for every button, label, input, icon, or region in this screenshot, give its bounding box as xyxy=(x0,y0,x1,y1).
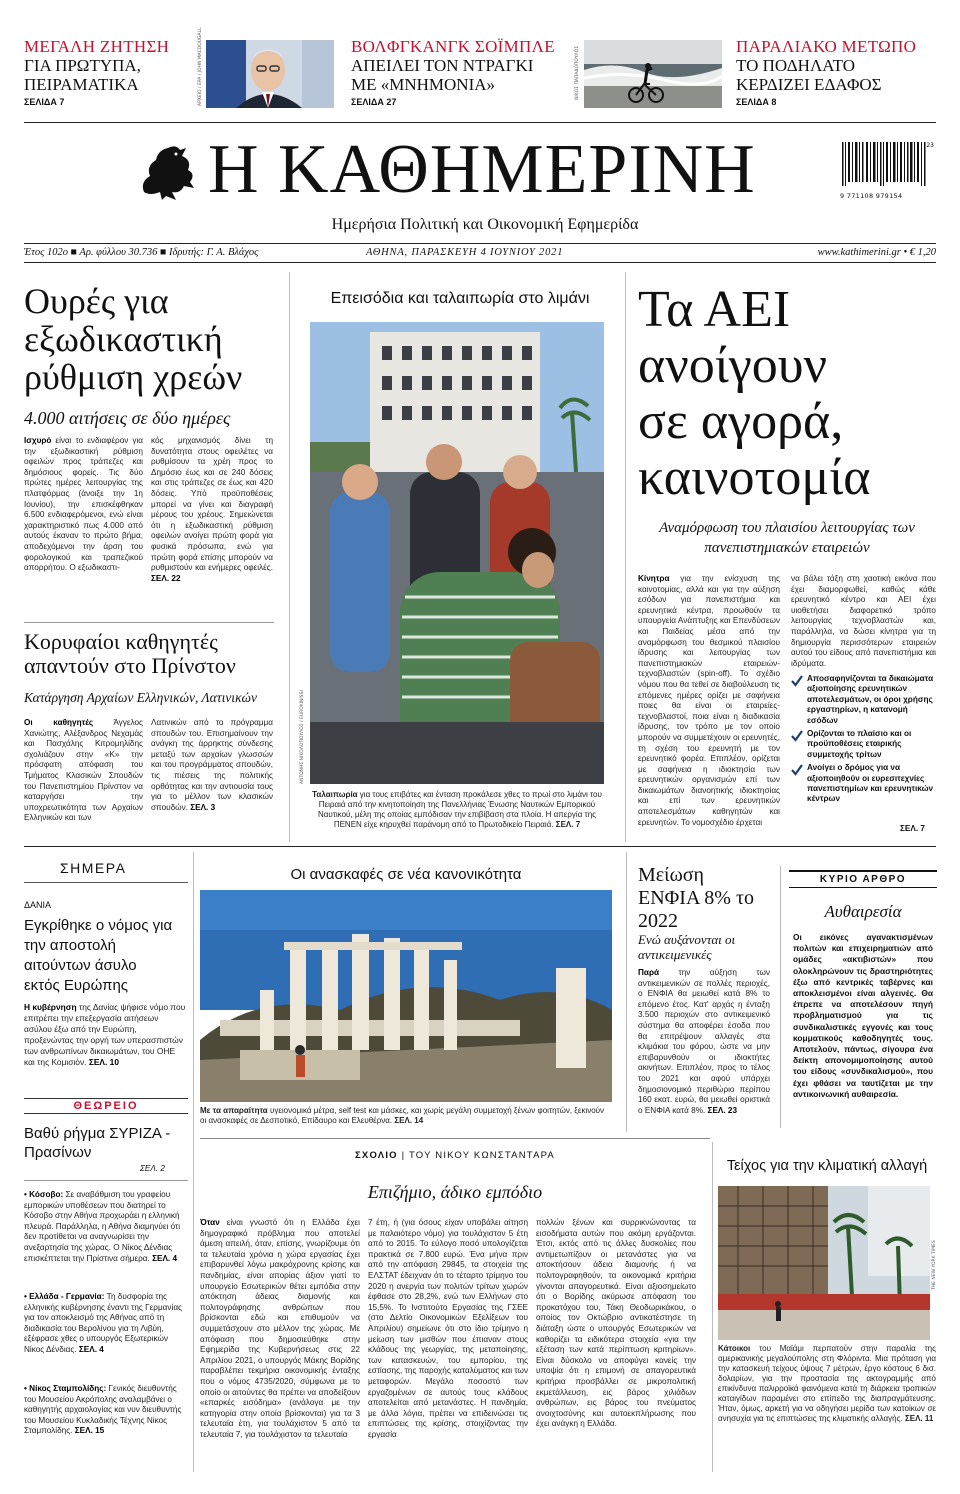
caption-text: υγειονομικά μέτρα, self test και μάσκες, και χωρίς μεγάλη συμμετοχή ξένων φοιτητών, ξεκινούν οι ανασκαφές σε Δεσποτικό, Επίδαυρο και Ελευθέρνα. xyxy=(200,1106,605,1125)
comment-body-col2 xyxy=(368,1218,528,1440)
issue-date: ΑΘΗΝΑ, ΠΑΡΑΣΚΕΥΗ 4 ΙΟΥΝΙΟΥ 2021 xyxy=(366,247,564,258)
bullet-item xyxy=(791,763,936,805)
theorio-headline[interactable]: Βαθύ ρήγμα ΣΥΡΙΖΑ - Πρασίνων xyxy=(24,1125,171,1161)
photo-credit: ΑΡΧΕΙΟ / EPA / JOHN MACDOUGALL xyxy=(198,27,203,106)
bullet-item xyxy=(791,674,936,726)
lead-word: Ταλαιπωρία xyxy=(312,790,358,799)
page-ref[interactable]: ΣΕΛ. 10 xyxy=(88,1057,119,1067)
climate-headline[interactable]: Τείχος για την κλιματική αλλαγή xyxy=(726,1158,928,1174)
schaeuble-photo xyxy=(206,40,334,108)
editorial-headline[interactable]: Αυθαιρεσία xyxy=(824,902,902,921)
page-ref[interactable]: ΣΕΛ. 15 xyxy=(74,1426,105,1436)
photo-credit: ΑΝΤΩΝΗΣ ΝΙΚΟΛΟΠΟΥΛΟΣ / EUROKINISSI xyxy=(300,690,305,784)
caption-text: του Μαϊάμι περπατούν στην παραλία της αμερικανικής μεγαλούπολης στη Φλόριντα. Μια πρόταση για την κατασκευή τείχους ύψους 7 μέτρων, έργο κόστους 6 δισ. δολαρίων, για την προστασία της ακτογραμμής από επικίνδυνα παλιρροϊκά φαινόμενα κατά τη διάρκεια τροπικών καταιγίδων παραμένει στο επίπεδο της διαπραγμάτευσης. Ήταν, όμως, αρκετή για να οδηγήσει μερίδα των κατοίκων σε ανησυχία για τις επιπτώσεις της κλιματικής αλλαγής. xyxy=(718,1344,936,1423)
teaser-1[interactable] xyxy=(24,37,204,107)
aei-subheadline: Αναμόρφωση του πλαισίου λειτουργίας των πανεπιστημιακών εταιρειών xyxy=(659,520,915,556)
bullet-text: Ορίζονται το πλαίσιο και οι προϋποθέσεις εταιρικής συμμετοχής τρίτων xyxy=(807,729,912,759)
page-ref[interactable]: ΣΕΛ. 11 xyxy=(904,1414,934,1423)
griffin-logo-icon xyxy=(136,142,200,202)
column-divider xyxy=(712,1142,713,1472)
aei-body-col2 xyxy=(791,574,936,669)
info-line-bottom xyxy=(24,262,936,263)
masthead-title: Η ΚΑΘΗΜΕΡΙΝΗ xyxy=(208,131,756,208)
today-label: ΣΗΜΕΡΑ xyxy=(60,860,127,876)
comment-body-col3 xyxy=(536,1218,696,1430)
photo-credit: THE NEW YORK TIMES xyxy=(932,1240,937,1290)
checkmark-icon xyxy=(791,675,803,687)
teaser-title: ΒΟΛΦΓΚΑΝΓΚ ΣΟΪΜΠΛΕ xyxy=(351,37,555,56)
teaser-subtitle: ΓΙΑ ΠΡΩΤΥΠΑ, ΠΕΙΡΑΜΑΤΙΚΑ xyxy=(24,56,141,94)
today-body xyxy=(24,1002,188,1068)
caption-text: για τους επιβάτες και ένταση προκάλεσε χθες το πρωί στο λιμάνι του Πειραιά από την κινητοποίηση της Πανελλήνιας Ένωσης Ναυτικών Εμπορικού Ναυτικού, μέλη της οποίας εμπόδισαν την επιβίβαση στα πλοία. Η απεργία της ΠΕΝΕΝ είχε κηρυχθεί παράνομη από το Πρωτοδικείο Πειραιά. xyxy=(317,790,602,829)
princeton-body-col1 xyxy=(24,718,143,824)
aei-bullets xyxy=(791,674,936,808)
teaser-title: ΠΑΡΑΛΙΑΚΟ ΜΕΤΩΠΟ xyxy=(736,37,917,56)
teaser-3[interactable] xyxy=(736,37,936,107)
column-divider xyxy=(625,272,626,842)
page-ref[interactable]: ΣΕΛ. 7 xyxy=(555,820,581,829)
photo-credit: ΝΙΚΟΣ ΠΑΠΑΔΟΠΟΥΛΟΣ xyxy=(575,45,580,100)
bullet-text: Ανοίγει ο δρόμος για να αξιοποιηθούν οι ευρεσιτεχνίες πανεπιστημίων και ερευνητικών κέντρων xyxy=(807,763,934,804)
port-headline[interactable]: Επεισόδια και ταλαιπωρία στο λιμάνι xyxy=(330,290,590,307)
barcode-number: 9 771108 979154 xyxy=(840,192,903,200)
teaser-subtitle: ΤΟ ΠΟΔΗΛΑΤΟ ΚΕΡΔΙΖΕΙ ΕΔΑΦΟΣ xyxy=(736,56,882,94)
today-headline[interactable]: Εγκρίθηκε ο νόμος για την αποστολή αιτούντων άσυλο εκτός Ευρώπης xyxy=(24,917,173,994)
page-ref[interactable]: ΣΕΛ. 4 xyxy=(152,1253,178,1263)
bullet-lead: • Νίκος Σταμπολίδης: xyxy=(24,1384,107,1393)
section-divider xyxy=(24,1180,188,1181)
checkmark-icon xyxy=(791,730,803,742)
teaser-subtitle: ΑΠΕΙΛΕΙ ΤΟΝ ΝΤΡΑΓΚΙ ΜΕ «ΜΝΗΜΟΝΙΑ» xyxy=(351,56,534,94)
column-divider xyxy=(626,852,627,1132)
teaser-title: ΜΕΓΑΛΗ ΖΗΤΗΣΗ xyxy=(24,37,170,56)
column-divider xyxy=(289,272,290,842)
page-ref[interactable]: ΣΕΛ. 3 xyxy=(190,802,216,812)
comment-author: ΤΟΥ ΝΙΚΟΥ ΚΩΝΣΤΑΝΤΑΡΑ xyxy=(408,1150,555,1161)
teaser-page: ΣΕΛΙΔΑ 7 xyxy=(24,97,65,107)
bullet-lead: • Ελλάδα - Γερμανία: xyxy=(24,1292,105,1301)
checkmark-icon xyxy=(791,764,803,776)
bullet-text: Αποσαφηνίζονται τα δικαιώματα αξιοποίησης ερευνητικών αποτελεσμάτων, οι όροι χρήσης εργαστηρίων, η κατανομή εσόδων xyxy=(807,674,934,725)
digs-headline[interactable]: Οι ανασκαφές σε νέα κανονικότητα xyxy=(290,866,522,883)
comment-label: ΣΧΟΛΙΟ xyxy=(355,1150,398,1161)
lead-word: Με τα απαραίτητα xyxy=(200,1106,268,1115)
theorio-item[interactable] xyxy=(24,1384,188,1437)
miami-photo xyxy=(718,1186,930,1340)
website-price: www.kathimerini.gr • € 1,20 xyxy=(817,247,936,258)
body-text: κός μηχανισμός δίνει τη δυνατότητα στους οφειλέτες να ρυθμίσουν τα χρέη προς το Δημόσιο έως και σε 240 δόσεις και στις τράπεζες σε έως και 420 δόσεις. Υπό προϋποθέσεις μπορεί να γίνει και διαγραφή μέρους του χρέους. Σημειώνεται ότι η εξωδικαστική ρύθμιση οφειλών ανοίγει πρώτη φορά για φυσικά πρόσωπα, ενώ για πρώτη φορά επίσης μπορούν να ρυθμιστούν και ενήμερες οφειλές. xyxy=(151,436,273,573)
lead-word: Η κυβέρνηση xyxy=(24,1002,77,1012)
princeton-subheadline: Κατάργηση Αρχαίων Ελληνικών, Λατινικών xyxy=(24,690,257,705)
section-divider xyxy=(200,1138,710,1139)
editorial-label-box xyxy=(789,870,937,888)
page-ref[interactable]: ΣΕΛ. 22 xyxy=(151,573,181,583)
enfia-body xyxy=(638,968,770,1116)
climate-caption xyxy=(718,1344,936,1424)
lead-word: Παρά xyxy=(638,968,660,977)
bullet-lead: • Κόσοβο: xyxy=(24,1190,64,1199)
page-ref[interactable]: ΣΕΛ. 7 xyxy=(900,824,925,833)
body-text: Άγγελος Χανιώτης, Αλέξανδρος Νεχαμάς και Πασχάλης Κιτρομηλίδης σχολιάζουν στην «Κ» την πρόσφατη απόφαση του Τμήματος Κλασικών Σπουδών του Πανεπιστημίου Πρίνστον να καταργήσει την υποχρεωτικότητα των Αρχαίων Ελληνικών και των xyxy=(24,718,143,823)
lead-word: Κίνητρα xyxy=(638,574,670,583)
princeton-body-col2 xyxy=(151,718,273,813)
label-underline xyxy=(24,882,188,883)
bullet-item xyxy=(791,729,936,760)
page-ref[interactable]: ΣΕΛ. 2 xyxy=(140,1164,165,1173)
info-line-top xyxy=(24,243,936,244)
masthead-subtitle: Ημερήσια Πολιτική και Οικονομική Εφημερίδα xyxy=(331,216,639,233)
comment-body-col1 xyxy=(200,1218,360,1440)
body-text: Σε αναβάθμιση του γραφείου εμπορικών υποθέσεων που διατηρεί το Κόσοβο στην Αθήνα προχωράει η ελληνική πλευρά. Παράλληλα, η Αθήνα διαμηνύει ότι δεν προτίθεται να αναγνωρίσει την ανεξαρτησία της χώρας. Ο Νίκος Δένδιας επισκέπτεται την Πρίστινα σήμερα. xyxy=(24,1190,181,1263)
editorial-label: ΚΥΡΙΟ ΑΡΘΡΟ xyxy=(819,874,907,885)
barcode xyxy=(840,142,936,204)
barcode-issue: 23 xyxy=(926,142,934,149)
page-ref[interactable]: ΣΕΛ. 14 xyxy=(394,1116,424,1125)
body-text: είναι το ενδιαφέρον για την εξωδικαστική ρύθμιση οφειλών προς τράπεζες και δημόσιους φορείς. Τις δύο πρώτες ημέρες λειτουργίας της πλατφόρμας (άνοιξε την 1η Ιουνίου), την επισκέφθηκαν 6.500 ενδιαφερόμενοι, ενώ είναι χαρακτηριστικό πως 4.000 από αυτούς έκαναν το πρώτο βήμα, αποδεχόμενοι την άρση του φορολογικού και τραπεζικού απορρήτου. Ο εξωδικαστι- xyxy=(24,436,143,573)
debts-body-col2 xyxy=(151,436,273,584)
editorial-body: Οι εικόνες αγανακτισμένων πολιτών και επιχειρηματιών από ομάδες «ακτιβιστών» που ολοκληρώνουν τις δραστηριότητες έξω από κεντρικές ταβέρνες και αποκλεισμένοι είναι αλγεινές. Θα έπρεπε να αποτελέσουν πηγή προβληματισμού για τις συνδικαλιστικές εγγονές και τους κομματικούς καθοδηγητές τους. Αποτελούν, πάντως, σίγουρα ένα δείκτη απονομιμοποίησης αυτού του είδους «συνδικαλισμού», που έχει φθάσει να ταυτίζεται με την αντικοινωνική αυθαιρεσία. xyxy=(793,932,933,1099)
editorial-box xyxy=(780,866,936,1128)
aei-headline[interactable]: Τα ΑΕΙ ανοίγουν σε αγορά, καινοτομία xyxy=(638,281,871,506)
teaser-page: ΣΕΛΙΔΑ 8 xyxy=(736,97,777,107)
teaser-2[interactable] xyxy=(351,37,561,107)
today-country: ΔΑΝΙΑ xyxy=(24,900,52,910)
theorio-label: ΘΕΩΡΕΙΟ xyxy=(73,1100,139,1112)
teaser-divider xyxy=(24,122,936,123)
lead-word: Κάτοικοι xyxy=(718,1344,751,1353)
body-text: της Δανίας ψήφισε νόμο που επιτρέπει την επεξεργασία αιτήσεων ασύλου έξω από την Ευρώπη, προξενώντας την οργή των υπερασπιστών των ανθρωπίνων δικαιωμάτων, του ΟΗΕ και της Κομισιόν. xyxy=(24,1002,186,1067)
excavation-photo xyxy=(200,890,612,1102)
body-text: 7 έτη, ή (για όσους είχαν υποβάλει αίτηση με παλαιότερο νόμο) για τουλάχιστον 5 έτη από το 2015. Το εύλογο ποσό υπολογίζεται πρακτικά σε 7.800 ευρώ. Ένα μήνα πριν από την απόφαση 29845, τα στοιχεία της ΕΛΣΤΑΤ έδειχναν ότι το τέταρτο τρίμηνο του 2020 η ανεργία των πολιτών τρίτων χωρών έφθασε στο 28,2%, ενώ των Ελλήνων στο 15,5%. Το Ινστιτούτο Εργασίας της ΓΣΕΕ (στο Δελτίο Οικονομικών Εξελίξεων του Απριλίου) σημείωνε ότι στο ίδιο τρίμηνο η μείωση των μισθών που έπιαναν στους κλάδους της γεωργίας, της μεταποίησης, των κατασκευών, του εμπορίου, της εστίασης, της παροχής καταλύματος και των μεταφορών. Μεγάλο ποσοστό των εργαζομένων σε αυτούς τους κλάδους αποτελείται από μετανάστες. Η πανδημία, με άλλα λόγια, πρέπει να επιδεινώσει τις επιπτώσεις της κρίσης, στοιχίζοντας την εργασία xyxy=(368,1218,528,1439)
aei-body-col1 xyxy=(638,574,780,828)
enfia-subheadline: Ενώ αυξάνονται οι αντικειμενικές xyxy=(638,932,736,962)
page-ref[interactable]: ΣΕΛ. 4 xyxy=(78,1344,104,1354)
debts-body-col1 xyxy=(24,436,143,574)
body-text: την αύξηση των αντικειμενικών σε πολλές περιοχές, ο ΕΝΦΙΑ θα μειωθεί κατά 8% το επόμενο έτος. Κατ' αρχάς η ένταξη 3.500 περιοχών στο αντικειμενικό σύστημα θα αποφέρει έσοδα που θα επιτρέψουν αλλαγές στα κλιμάκια του φόρου, ώστε να μην επιβαρυνθούν οι ιδιοκτήτες ακινήτων. Επιπλέον, προς το τέλος του 2021 και αφού υπάρχει δημοσιονομικό περιθώριο περίπου 160 εκατ. ευρώ, θα μειωθεί οριστικά ο ΕΝΦΙΑ κατά 8%. xyxy=(638,968,770,1115)
debts-headline[interactable]: Ουρές για εξωδικαστική ρύθμιση χρεών xyxy=(24,281,243,397)
issue-info: Έτος 102ο ■ Αρ. φύλλου 30.736 ■ Ιδρυτής: Γ. Α. Βλάχος xyxy=(24,247,259,258)
body-text: Λατινικών από το πρόγραμμα σπουδών του. Επισημαίνουν την ανάγκη της άρρηκτης σύνδεσης μεταξύ των αρχαίων γλωσσών και του προγράμματος σπουδών, τις πιέσεις της πολιτικής ορθότητας και την αντιουσία τους για το μέλλον των κλασικών σπουδών. xyxy=(151,718,273,812)
lead-word: Όταν xyxy=(200,1218,220,1227)
body-text: είναι γνωστό ότι η Ελλάδα έχει δημογραφικό πρόβλημα που αποτελεί άμεση απειλή, όταν, επίσης, γνωρίζουμε ότι τα τελευταία χρόνια η χώρα εργασίας έχει επιβαρυνθεί λόγω μακρόχρονης κρίσης και πανδημίας, είναι απορίας άξιον γιατί το υπουργείο Εσωτερικών θέτει εμπόδια στην απόκτηση άδειας διαμονής και πολιτογράφησης ανθρώπων που βρίσκονται εδώ και επιθυμούν να συμμετάσχουν στο μέλλον της χώρας. Με απόφαση που δημοσιεύθηκε στην Εφημερίδα της Κυβερνήσεως στις 22 Απριλίου 2021, ο υπουργός Μάκης Βορίδης παραβλέπει τεκμήρια οικονομικής ένταξης που ο νόμος 4735/2020, σύμφωνα με το οποίο οι αιτούντες θα πρέπει να αποδείξουν «επαρκές εισόδημα» (ανάλογα με την κατηγορία στην οποία βρίσκονται) για τα 3 τελευταία έτη, για τουλάχιστον 5 από τα τελευταία 7, για τουλάχιστον τα τελευταία xyxy=(200,1218,360,1439)
port-photo xyxy=(310,322,604,784)
teaser-page: ΣΕΛΙΔΑ 27 xyxy=(351,97,397,107)
body-text: Τη δυσφορία της ελληνικής κυβέρνησης έναντι της Γερμανίας για τον αποκλεισμό της Αθήνας από τη διαδικασία του Βερολίνου για τη Λιβύη, εξέφρασε χθες ο υπουργός Εξωτερικών Νίκος Δένδιας. xyxy=(24,1292,183,1354)
column-divider xyxy=(193,852,194,1472)
comment-label-row: ΣΧΟΛΙΟ | ΤΟΥ ΝΙΚΟΥ ΚΩΝΣΤΑΝΤΑΡΑ xyxy=(355,1150,555,1161)
comment-headline[interactable]: Επιζήμιο, άδικο εμπόδιο xyxy=(367,1182,543,1202)
princeton-headline[interactable]: Κορυφαίοι καθηγητές απαντούν στο Πρίνστον xyxy=(24,629,236,678)
enfia-headline[interactable]: Μείωση ΕΝΦΙΑ 8% το 2022 xyxy=(638,864,754,932)
page-ref[interactable]: ΣΕΛ. 23 xyxy=(707,1105,738,1115)
body-text: να βάλει τάξη στη χαοτική εικόνα που έχει διαμορφωθεί, καθώς κάθε ερευνητικό κέντρο και ΑΕΙ έχει υιοθετήσει διαφορετικό τρόπο λειτουργίας τεχνοβλαστών και, παράλληλα, να δώσει κίνητρα για τη δημιουργία περισσότερων εταιρειών αυτού του είδους από πανεπιστήμια και ιδρύματα. xyxy=(791,574,936,668)
theorio-item[interactable] xyxy=(24,1292,188,1356)
body-text: Γενικός διευθυντής του Μουσείου Ακρόπολης αναλαμβάνει ο καθηγητής αρχαιολογίας και νυν διευθυντής του Μουσείου Κυκλαδικής Τέχνης Νίκος Σταμπολίδης. xyxy=(24,1384,182,1436)
cyclist-photo xyxy=(584,40,722,108)
debts-subheadline: 4.000 αιτήσεις σε δύο ημέρες xyxy=(24,408,231,428)
digs-caption xyxy=(200,1106,612,1126)
port-caption xyxy=(310,790,604,830)
body-text: πολλών ξένων και συρρικνώνοντας τα εισοδήματα αυτών που ακόμη εργάζονται. Έτσι, εκτός από τις άλλες δυσκολίες που αντιμετωπίζουν οι μετανάστες για να αποκτήσουν άδεια διαμονής ή να πολιτογραφηθούν, τα οικονομικά κριτήρια γίνονται απαγορευτικά. Είναι αξιοσημείωτο ότι ο Βορίδης ακύρωσε απόφαση του προκατόχου του, Τάκη Θεοδωρικάκου, ο οποίος τον Οκτώβριο αντικατέστησε τη διάταξη ώστε ο υπουργός Εσωτερικών να καθορίζει τα ειδικότερα στοιχεία «για την εξέταση των κατά περίπτωση κριτηρίων». Είναι δύσκολο να αποφύγει κανείς την υποψία ότι η επιμονή σε απαγορευτικά κριτήρια προσβάλλει σε μικροπολιτική εκμετάλλευση, εις βάρος χιλιάδων ανθρώπων, εις βάρος του πνεύματος ανοιχτοσύνης και αυτοεκπλήρωσης που έχει ανάγκη η Ελλάδα. xyxy=(536,1218,696,1429)
lead-word: Οι καθηγητές xyxy=(24,718,94,727)
section-divider xyxy=(24,622,274,623)
lead-word: Ισχυρό xyxy=(24,436,52,445)
body-text: για την ενίσχυση της καινοτομίας, αλλά και για την αύξηση εσόδων για πανεπιστήμια και ερευνητικά κέντρα, προωθούν τα υπουργεία Ανάπτυξης και Επενδύσεων και Παιδείας μέσα από την αναμόρφωση του θεσμικού πλαισίου ίδρυσης και λειτουργίας των πανεπιστημιακών εταιρειών-τεχνοβλαστών (spin-off). Το σχέδιο νόμου που θα τεθεί σε διαβούλευση τις επόμενες ημέρες ορίζει με σαφήνεια ποιες θα είναι οι εταιρείες-τεχνοβλαστοί, ποια είναι η διαδικασία ίδρυσης, τον τρόπο με τον οποίο μπορούν να συμμετέχουν οι ερευνητές, τη σχέση του ερευνητή με τον ερευνητικό φορέα. Επιπλέον, ορίζεται με σαφήνεια η ιδιοκτησία των ερευνητικών οργανισμών επί των δικαιωμάτων διανοητικής ιδιοκτησίας και επί των ερευνητικών αποτελεσμάτων καθηγητών και ερευνητών. Το νομοσχέδιο έρχεται xyxy=(638,574,780,827)
theorio-label-box xyxy=(24,1098,188,1114)
theorio-item[interactable] xyxy=(24,1190,188,1264)
fold-divider xyxy=(24,846,936,847)
